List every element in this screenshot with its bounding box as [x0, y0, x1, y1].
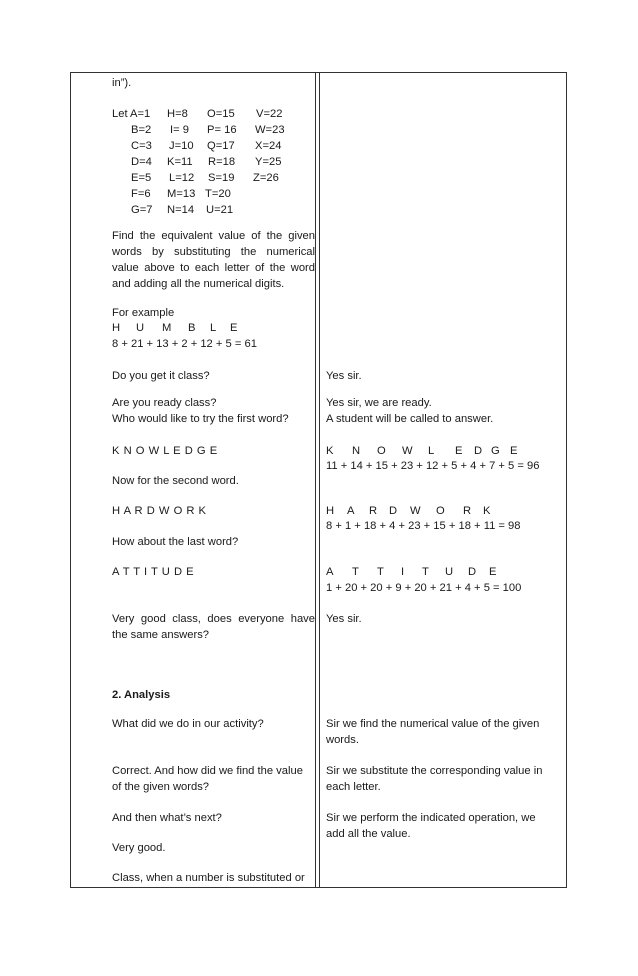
word-3-sum: 1 + 20 + 20 + 9 + 20 + 21 + 4 + 5 = 100: [326, 582, 522, 594]
word-letter: K: [483, 505, 491, 517]
example-letter: H: [112, 322, 121, 334]
answer-called: A student will be called to answer.: [326, 413, 494, 425]
word-letter: N: [352, 445, 361, 457]
word-letter: E: [489, 566, 497, 578]
column-divider: [315, 73, 316, 887]
instruction-line: value above to each letter of the word: [112, 262, 315, 274]
example-label: For example: [112, 307, 175, 319]
example-sum: 8 + 21 + 13 + 2 + 12 + 5 = 61: [112, 338, 257, 350]
letter-value: U=21: [206, 204, 234, 216]
letter-value: S=19: [208, 172, 235, 184]
word-letter: O: [377, 445, 386, 457]
word-hardwork: H A R D W O R K: [112, 505, 207, 517]
word-letter: E: [455, 445, 463, 457]
word-1-sum: 11 + 14 + 15 + 23 + 12 + 5 + 4 + 7 + 5 = 96: [326, 460, 540, 472]
question-same-answers: Very good class, does everyone have: [112, 613, 315, 625]
word-letter: U: [445, 566, 454, 578]
letter-value: I= 9: [170, 124, 189, 136]
letter-value: M=13: [167, 188, 196, 200]
question-second-word: Now for the second word.: [112, 475, 239, 487]
word-letter: D: [474, 445, 483, 457]
example-letter: L: [210, 322, 217, 334]
analysis-heading: 2. Analysis: [112, 689, 171, 701]
word-letter: T: [422, 566, 429, 578]
letter-value: E=5: [131, 172, 152, 184]
word-letter: T: [377, 566, 384, 578]
letter-value: L=12: [169, 172, 195, 184]
column-divider: [319, 73, 320, 887]
letter-value: O=15: [207, 108, 235, 120]
word-letter: R: [369, 505, 378, 517]
word-letter: O: [436, 505, 445, 517]
word-2-sum: 8 + 1 + 18 + 4 + 23 + 15 + 18 + 11 = 98: [326, 520, 521, 532]
word-letter: L: [428, 445, 435, 457]
question-first-word: Who would like to try the first word?: [112, 413, 289, 425]
question-next: And then what’s next?: [112, 812, 222, 824]
letter-value: C=3: [131, 140, 152, 152]
word-letter: E: [510, 445, 518, 457]
letter-value: Z=26: [253, 172, 279, 184]
letter-value: R=18: [208, 156, 236, 168]
answer-yes-sir: Yes sir.: [326, 613, 362, 625]
word-letter: H: [326, 505, 335, 517]
letter-value: P= 16: [207, 124, 237, 136]
letter-value: W=23: [255, 124, 285, 136]
letter-value: N=14: [167, 204, 195, 216]
letter-value: X=24: [255, 140, 282, 152]
question-same-answers: the same answers?: [112, 629, 210, 641]
letter-value: K=11: [167, 156, 193, 168]
letter-value: H=8: [167, 108, 188, 120]
letter-value: Y=25: [255, 156, 282, 168]
let-label: Let A=1: [112, 108, 151, 120]
answer-yes-sir: Yes sir.: [326, 370, 362, 382]
class-tail: Class, when a number is substituted or: [112, 872, 305, 884]
intro-tail: in”).: [112, 77, 132, 89]
question-get-it: Do you get it class?: [112, 370, 210, 382]
question-activity: What did we do in our activity?: [112, 718, 264, 730]
letter-value: D=4: [131, 156, 152, 168]
answer-activity: Sir we find the numerical value of the given words.: [326, 718, 540, 746]
letter-value: G=7: [131, 204, 153, 216]
letter-value: F=6: [131, 188, 151, 200]
word-letter: W: [402, 445, 413, 457]
word-attitude: A T T I T U D E: [112, 566, 195, 578]
letter-value: T=20: [205, 188, 231, 200]
word-letter: A: [326, 566, 334, 578]
answer-ready: Yes sir, we are ready.: [326, 397, 432, 409]
question-how: Correct. And how did we find the value: [112, 765, 303, 777]
question-last-word: How about the last word?: [112, 536, 239, 548]
answer-operation: Sir we perform the indicated operation, we add all the value.: [326, 812, 536, 840]
letter-value: B=2: [131, 124, 152, 136]
example-letter: B: [188, 322, 196, 334]
word-letter: R: [463, 505, 472, 517]
example-letter: M: [162, 322, 172, 334]
word-letter: I: [401, 566, 405, 578]
word-letter: G: [491, 445, 500, 457]
word-letter: T: [352, 566, 359, 578]
word-letter: A: [347, 505, 355, 517]
answer-substitute: Sir we substitute the corresponding value in each letter.: [326, 765, 543, 793]
letter-value: V=22: [256, 108, 283, 120]
example-letter: U: [136, 322, 145, 334]
question-how: of the given words?: [112, 781, 210, 793]
example-letter: E: [230, 322, 238, 334]
instruction-line: words by substituting the numerical: [112, 246, 315, 258]
letter-value: J=10: [169, 140, 194, 152]
question-ready: Are you ready class?: [112, 397, 217, 409]
instruction-line: and adding all the numerical digits.: [112, 278, 285, 290]
word-letter: D: [468, 566, 477, 578]
word-letter: D: [389, 505, 398, 517]
word-knowledge: K N O W L E D G E: [112, 445, 218, 457]
instruction-line: Find the equivalent value of the given: [112, 230, 315, 242]
letter-value: Q=17: [207, 140, 235, 152]
word-letter: W: [410, 505, 421, 517]
very-good: Very good.: [112, 842, 166, 854]
word-letter: K: [326, 445, 334, 457]
